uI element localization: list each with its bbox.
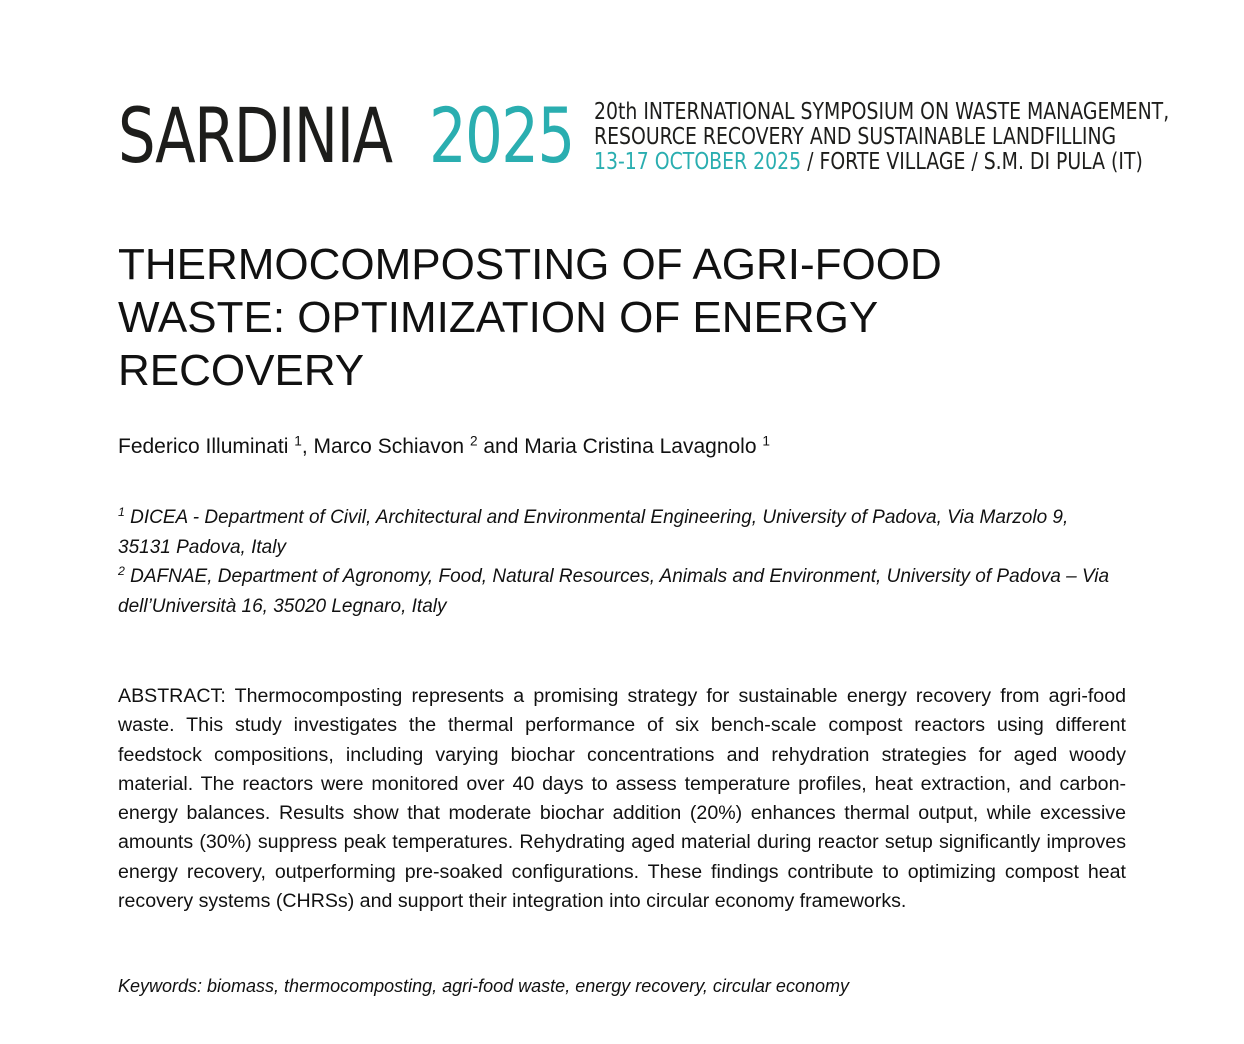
author-name: Maria Cristina Lavagnolo bbox=[524, 435, 757, 458]
affiliation-text: DICEA - Department of Civil, Architectural and Environmental Engineering, University of Padova, Via Marzolo 9, 35131 Padova, Italy bbox=[118, 507, 1069, 558]
author-name: Federico Illuminati bbox=[118, 435, 289, 458]
author-list bbox=[118, 433, 770, 461]
author-separator: , bbox=[301, 435, 314, 458]
symposium-venue: / FORTE VILLAGE / S.M. DI PULA (IT) bbox=[801, 149, 1143, 175]
symposium-line-3 bbox=[594, 150, 1169, 175]
affiliation-list bbox=[118, 503, 1118, 621]
affiliation-item bbox=[118, 503, 1118, 562]
logo-year: 2025 bbox=[429, 91, 574, 180]
author-name: Marco Schiavon bbox=[313, 435, 465, 458]
symposium-date: 13-17 OCTOBER 2025 bbox=[594, 149, 802, 175]
author-affiliation-mark: 2 bbox=[469, 433, 478, 449]
abstract: ABSTRACT: Thermocomposting represents a promising strategy for sustainable energy recovery from agri-food waste. This study investigates the thermal performance of six bench-scale compost reactors using different feedstock compositions, including varying biochar concentrations and rehydration strategies for aged woody material. The reactors were monitored over 40 days to assess temperature profiles, heat extraction, and carbon-energy balances. Results show that moderate biochar addition (20%) enhances thermal output, while excessive amounts (30%) suppress peak temperatures. Rehydrating aged material during reactor setup significantly improves energy recovery, outperforming pre-soaked configurations. These findings contribute to optimizing compost heat recovery systems (CHRSs) and support their integration into circular economy frameworks. bbox=[118, 685, 1126, 913]
paper-title: THERMOCOMPOSTING OF AGRI-FOOD WASTE: OPTIMIZATION OF ENERGY RECOVERY bbox=[118, 240, 942, 395]
keywords: Keywords: biomass, thermocomposting, agri-food waste, energy recovery, circular economy bbox=[118, 976, 849, 996]
affiliation-text: DAFNAE, Department of Agronomy, Food, Natural Resources, Animals and Environment, University of Padova – Via dell’Università 16, 35020 Legnaro, Italy bbox=[118, 566, 1110, 617]
author-separator: and bbox=[477, 435, 525, 458]
symposium-line-1: 20th INTERNATIONAL SYMPOSIUM ON WASTE MANAGEMENT, bbox=[594, 99, 1170, 125]
author-affiliation-mark: 1 bbox=[294, 433, 302, 449]
affiliation-item bbox=[118, 562, 1118, 621]
logo-word: SARDINIA bbox=[118, 91, 392, 180]
symposium-info bbox=[594, 100, 1169, 175]
author-affiliation-mark: 1 bbox=[762, 433, 770, 449]
conference-logo bbox=[118, 91, 574, 180]
affiliation-mark: 2 bbox=[118, 564, 125, 579]
symposium-line-2: RESOURCE RECOVERY AND SUSTAINABLE LANDFILLING bbox=[594, 124, 1117, 150]
affiliation-mark: 1 bbox=[118, 505, 125, 520]
